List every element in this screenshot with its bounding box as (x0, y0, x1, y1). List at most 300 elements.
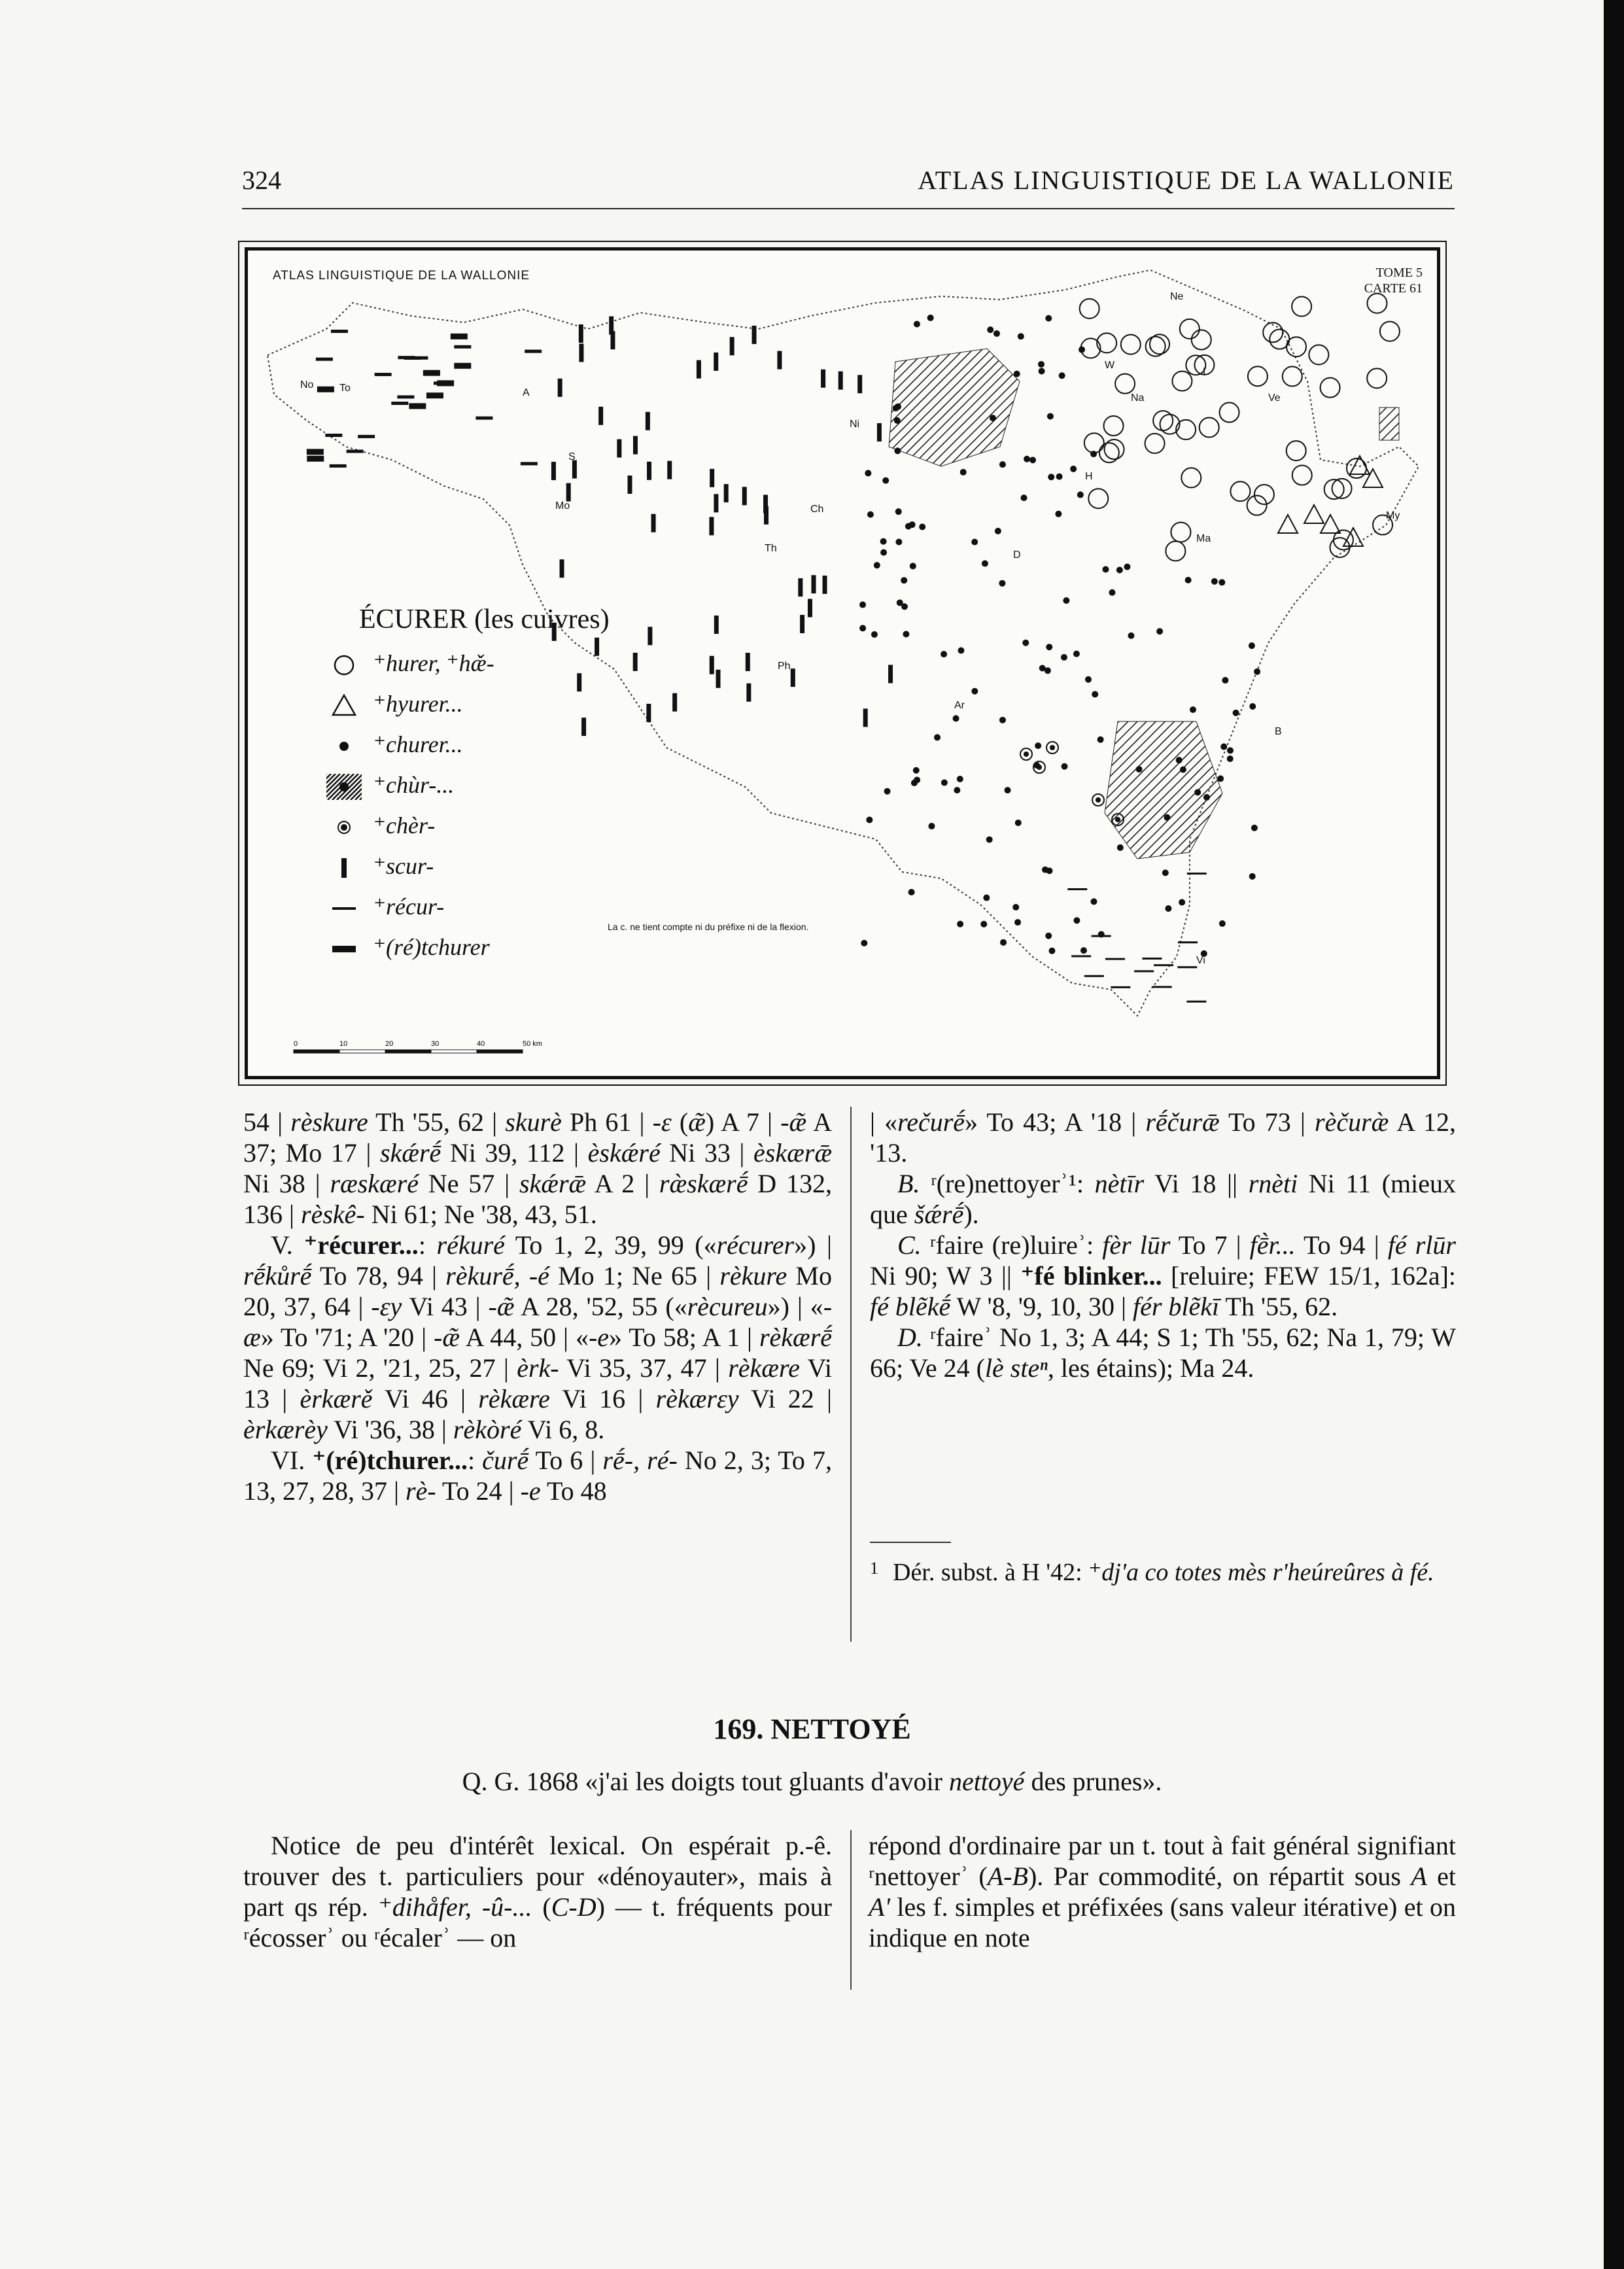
bar-marker (857, 375, 862, 393)
dash-marker (437, 380, 454, 386)
dot-marker (1035, 742, 1041, 749)
dash-marker (1186, 1001, 1206, 1003)
dot-marker (897, 599, 903, 606)
dash-marker (1178, 941, 1198, 943)
dot-marker (1218, 579, 1225, 585)
place-label: S (568, 451, 576, 462)
legend-label: ⁺hurer, ⁺hæ̌- (373, 650, 494, 676)
dash-marker (423, 370, 440, 376)
circle-marker (1367, 294, 1387, 313)
page-header (242, 165, 1455, 204)
bar-marker (838, 372, 843, 390)
bar-marker (581, 718, 586, 736)
dot-marker (884, 788, 891, 795)
dot-marker (1061, 654, 1067, 661)
legend-label: ⁺récur- (373, 893, 445, 920)
triangle-marker (1278, 515, 1298, 533)
place-label: A (523, 387, 530, 398)
dot-marker (983, 895, 990, 901)
circle-marker (1088, 489, 1108, 508)
dash-marker (316, 358, 333, 361)
scan-edge-shadow (1604, 0, 1624, 2269)
footnote-rule (870, 1542, 951, 1543)
paragraph: V. ⁺récurer...: rékuré To 1, 2, 39, 99 («récurer») | rḗkůrḗ To 78, 94 | rèkurḗ, -é Mo 1; Ne 65 | rèkure Mo 20, 37, 64 | -ɛy Vi 43 | -æ̃ A 28, '52, 55 («rècureu») | «-æ» To '71; A '20 | -æ̃ A 44, 50 | «-e» To 58; A 1 | rèkærḗ Ne 69; Vi 2, '21, 25, 27 | èrk- Vi 35, 37, 47 | rèkære Vi 13 | èrkærě Vi 46 | rèkære Vi 16 | rèkærɛy Vi 22 | èrkærèy Vi '36, 38 | rèkòré Vi 6, 8. (243, 1230, 833, 1444)
dot-marker (1080, 947, 1087, 954)
place-label: Ne (1170, 291, 1184, 302)
dot-marker (1249, 873, 1256, 880)
bar-marker (710, 469, 714, 487)
circle-marker (1247, 496, 1267, 515)
dot-marker (982, 561, 988, 567)
dot-marker (1162, 869, 1169, 876)
dot-marker (1038, 361, 1045, 368)
paragraph: B. ʳ(re)nettoyerʾ¹: nètīr Vi 18 || rnèti Ni 11 (mieux que šǽrḗ). (870, 1169, 1457, 1229)
paragraph: VI. ⁺(ré)tchurer...: čurḗ To 6 | rḗ-, ré- No 2, 3; To 7, 13, 27, 28, 37 | rè- To 24 | -e To 48 (243, 1446, 832, 1506)
dot-marker (1045, 315, 1052, 322)
bar-marker (646, 704, 651, 722)
dot-marker (1012, 904, 1019, 910)
dot-marker (871, 631, 878, 638)
dash-marker (330, 464, 347, 468)
dot-marker (1059, 372, 1065, 379)
dot-marker (1164, 814, 1170, 821)
dot-marker (1015, 820, 1022, 826)
legend-label: ⁺hyurer... (373, 691, 463, 717)
circle-marker (1309, 345, 1328, 364)
circle-marker (1121, 335, 1141, 355)
legend-label: ⁺churer... (373, 731, 463, 757)
dot-marker (1077, 491, 1084, 498)
dash-marker (325, 434, 342, 437)
circle-marker (1176, 420, 1196, 440)
dot-marker (1219, 920, 1226, 927)
ringdot-marker (1050, 745, 1055, 750)
bar-marker (646, 412, 650, 430)
place-label: Th (765, 543, 777, 554)
dot-marker (1176, 757, 1183, 763)
bar-marker (764, 506, 769, 525)
dot-marker (1128, 632, 1134, 639)
map-title: ATLAS LINGUISTIQUE DE LA WALLONIE (273, 269, 530, 283)
ringdot-marker (1096, 797, 1101, 803)
dash-marker (1177, 966, 1197, 968)
bar-marker (560, 559, 564, 578)
dash-marker (317, 387, 334, 392)
dot-marker (1185, 577, 1192, 583)
dot-marker (987, 326, 993, 333)
bar-marker (595, 638, 599, 656)
dash-marker (454, 363, 471, 369)
paragraph: | «rečurḗ» To 43; A '18 | rḗčurǣ To 73 | rèčuræ̀ A 12, '13. (870, 1107, 1456, 1168)
scale-label: 30 (431, 1040, 440, 1048)
dot-marker (1180, 767, 1186, 773)
place-label: My (1386, 510, 1400, 521)
header-rule (242, 208, 1455, 209)
map-note: La c. ne tient compte ni du préfixe ni de la flexion. (608, 922, 809, 932)
dot-marker (927, 315, 934, 321)
dot-marker (1085, 676, 1092, 683)
dot-marker (1227, 755, 1234, 762)
bar-marker (716, 670, 721, 688)
bar-marker (558, 379, 562, 397)
dash-marker (1071, 955, 1091, 957)
dot-marker (859, 602, 866, 608)
section-question: Q. G. 1868 «j'ai les doigts tout gluants d'avoir nettoyé des prunes». (462, 1767, 1162, 1796)
dash-marker (451, 334, 468, 339)
bar-marker (572, 460, 577, 479)
bar-marker (823, 576, 827, 594)
dot-marker (999, 461, 1006, 468)
circle-marker (1380, 322, 1400, 341)
vbar-icon (326, 855, 362, 881)
dot-marker (999, 717, 1006, 723)
dot-marker (1046, 644, 1052, 650)
bar-marker (777, 351, 782, 370)
thick-dash-icon (326, 936, 362, 962)
dot-marker (1124, 564, 1130, 570)
dot-marker (1254, 668, 1260, 675)
scale-label: 40 (477, 1040, 485, 1048)
map-tome-label (1364, 265, 1423, 296)
circle-marker (1099, 443, 1119, 462)
bar-marker (627, 476, 632, 494)
circle-marker (1292, 466, 1312, 485)
scale-segment (431, 1050, 477, 1053)
dot-marker (865, 470, 871, 476)
dot-marker (1045, 933, 1052, 939)
page-number: 324 (242, 165, 281, 195)
place-label: Na (1131, 392, 1145, 404)
dot-marker (1249, 703, 1256, 710)
scale-label: 50 km (523, 1040, 542, 1048)
dot-marker (953, 715, 959, 721)
dash-marker (525, 350, 542, 353)
dot-marker (1117, 844, 1124, 851)
linguistic-map (245, 247, 1440, 1079)
legend-label: ⁺scur- (373, 853, 434, 879)
bar-marker (791, 668, 795, 687)
circle-marker (1104, 416, 1124, 436)
dot-marker (1220, 744, 1227, 750)
dash-marker (307, 456, 324, 462)
dash-marker (1187, 873, 1207, 875)
bar-marker (577, 673, 581, 691)
dot-marker (880, 538, 887, 545)
place-label: H (1085, 471, 1093, 482)
hatch-area-east (1379, 407, 1399, 440)
dot-marker (993, 330, 1000, 337)
dot-marker (941, 651, 947, 657)
dot-marker (1222, 677, 1228, 684)
circle-marker (1181, 468, 1201, 487)
carte-number: CARTE 61 (1364, 281, 1423, 296)
dot-marker (903, 631, 909, 637)
dot-marker (934, 734, 941, 740)
dash-marker (404, 356, 421, 360)
dot-marker (1217, 775, 1224, 782)
dot-marker (999, 580, 1005, 587)
dot-marker (1203, 794, 1210, 801)
bar-marker (551, 462, 556, 480)
scale-label: 0 (294, 1040, 298, 1048)
dot-marker (1190, 706, 1196, 713)
dot-marker (1063, 597, 1069, 604)
dot-marker (960, 469, 967, 476)
dot-marker (1156, 628, 1163, 634)
place-label: D (1013, 549, 1021, 561)
dot-marker (910, 563, 916, 569)
dot-marker (1211, 578, 1218, 585)
bar-marker (566, 483, 571, 502)
dot-marker (1014, 371, 1020, 377)
ringdot-marker (1024, 752, 1029, 757)
ringdot-icon (326, 814, 362, 840)
dot-marker (914, 776, 920, 783)
dot-marker (905, 523, 912, 530)
dot-marker (1073, 917, 1080, 924)
hatch-area-south (1105, 721, 1222, 859)
place-label: Ni (850, 419, 860, 430)
dot-marker (1227, 747, 1234, 753)
dash-marker (1092, 935, 1111, 937)
scale-segment (477, 1050, 523, 1053)
ringdot-marker (1115, 817, 1120, 822)
bar-marker (730, 337, 734, 355)
dot-marker (901, 577, 907, 583)
dash-marker (397, 395, 414, 398)
scale-segment (339, 1050, 385, 1053)
dot-marker (986, 837, 993, 843)
dash-marker (1134, 970, 1154, 972)
dash-marker (1111, 986, 1130, 988)
circle-marker (1321, 378, 1340, 398)
dash-marker (1142, 958, 1162, 960)
dot-marker (1039, 368, 1045, 374)
hatch-area-north (889, 349, 1020, 466)
dot-marker (1136, 766, 1143, 772)
dot-marker (1165, 905, 1171, 912)
triangle-icon (326, 693, 362, 719)
circle-marker (1080, 299, 1099, 319)
bar-marker (746, 653, 750, 671)
bar-marker (798, 578, 803, 597)
circle-marker (1367, 368, 1387, 388)
notice-right-column (869, 1830, 1456, 1953)
scale-label: 20 (385, 1040, 394, 1048)
legend-label: ⁺(ré)tchurer (373, 934, 490, 960)
bar-marker (877, 423, 882, 442)
bar-marker (710, 656, 714, 674)
bar-marker (579, 343, 583, 362)
dash-marker (391, 402, 408, 405)
ringdot-marker (1037, 765, 1042, 770)
legend-title: ÉCURER (les cuivres) (359, 604, 610, 634)
circle-marker (1283, 366, 1302, 386)
bar-marker (811, 575, 816, 593)
dash-marker (475, 417, 492, 420)
dot-marker (1018, 333, 1024, 339)
dot-marker (941, 780, 948, 786)
bar-marker (633, 436, 638, 455)
legend-label: ⁺chùr-... (373, 772, 455, 798)
dash-marker (331, 330, 348, 333)
dot-marker (1014, 919, 1021, 926)
bar-marker (579, 324, 583, 343)
dash-marker (454, 345, 471, 349)
dot-marker (957, 776, 963, 782)
dot-marker (894, 447, 901, 454)
dot-marker (928, 823, 935, 829)
dot-marker (1233, 710, 1239, 716)
dot-marker (954, 787, 960, 793)
bar-marker (617, 440, 621, 458)
dot-marker (1097, 736, 1104, 743)
dot-marker (1046, 867, 1052, 874)
dash-marker (1067, 888, 1087, 890)
dash-marker (1084, 975, 1104, 977)
scale-label: 10 (339, 1040, 348, 1048)
dot-marker (894, 417, 901, 424)
bar-marker (672, 693, 677, 712)
bar-marker (647, 462, 651, 480)
dot-marker (980, 921, 987, 927)
dot-marker (957, 921, 963, 927)
dot-marker (1048, 474, 1054, 480)
place-label: Ch (810, 504, 824, 515)
dot-marker (1251, 825, 1258, 831)
paragraph: C. ʳfaire (re)luireʾ: fèr lūr To 7 | fḕr... To 94 | fé rlūr Ni 90; W 3 || ⁺fé blinker... [reluire; FEW 15/1, 162a]: fé blẽkḗ W '8, '9, 10, 30 | fér blẽkī Th '55, 62. (870, 1230, 1457, 1321)
circle-marker (1248, 366, 1268, 386)
dot-marker (1073, 651, 1080, 657)
dash-marker (347, 450, 364, 453)
circle-marker (1084, 433, 1104, 453)
paragraph: répond d'ordinaire par un t. tout à fait général signifiant ʳnettoyerʾ (A-B). Par commodité, on répartit sous A et A' les f. simples et préfixées (sans valeur itérative) et on indique en note (869, 1831, 1456, 1952)
dot-marker (1103, 566, 1109, 572)
dot-marker (1062, 763, 1068, 770)
scale-bar-drawing (287, 1039, 562, 1059)
circle-marker (1292, 297, 1311, 317)
footnote-text: Dér. subst. à H '42: ⁺dj'a co totes mès r'heúreûres à fé. (893, 1559, 1434, 1586)
dot-marker (1090, 898, 1097, 905)
dot-marker (1194, 789, 1201, 795)
dot-marker (908, 889, 915, 895)
dot-marker (1000, 939, 1007, 946)
footnote (870, 1557, 1456, 1591)
bar-marker (888, 665, 893, 683)
dot-icon (326, 733, 362, 759)
running-title: ATLAS LINGUISTIQUE DE LA WALLONIE (918, 165, 1455, 195)
footnote-number: 1 (870, 1559, 878, 1578)
column-rule-bottom (850, 1830, 852, 1990)
bar-marker (714, 615, 719, 634)
dot-marker (971, 688, 978, 695)
thin-dash-icon (326, 895, 362, 922)
dash-marker (307, 449, 324, 455)
bar-marker (821, 370, 825, 388)
dot-marker (919, 524, 925, 530)
map-symbols (307, 294, 1400, 1003)
bar-marker (598, 407, 603, 425)
dot-marker (995, 528, 1001, 534)
bar-marker (648, 627, 652, 645)
bar-marker (742, 487, 747, 505)
dot-marker (1024, 456, 1030, 462)
dot-marker (895, 508, 902, 515)
column-rule (850, 1107, 852, 1642)
dot-marker (874, 562, 880, 568)
dot-marker (1029, 457, 1036, 463)
bar-marker (746, 684, 751, 702)
dot-marker (1092, 691, 1098, 697)
notice-left-column (243, 1830, 832, 1953)
circle-marker (1172, 372, 1192, 391)
dot-marker (1022, 640, 1029, 646)
dot-marker (880, 549, 887, 556)
bar-marker (651, 514, 656, 532)
place-label: B (1275, 726, 1282, 737)
dot-marker (893, 405, 899, 411)
place-label: Ma (1196, 533, 1211, 544)
dot-marker (866, 816, 872, 823)
dot-marker (1179, 899, 1185, 905)
section-title: 169. NETTOYÉ (713, 1713, 911, 1745)
dot-marker (1109, 589, 1115, 596)
circle-marker (1230, 481, 1250, 501)
bar-marker (714, 353, 718, 371)
hatch-icon (326, 774, 362, 800)
dash-marker (409, 403, 426, 409)
place-label: L (1203, 366, 1209, 377)
dot-marker (914, 320, 920, 327)
dot-marker (958, 647, 964, 653)
circle-marker (1254, 485, 1274, 504)
dash-marker (375, 373, 392, 376)
scale-segment (385, 1050, 431, 1053)
dot-marker (1055, 511, 1062, 517)
bar-marker (863, 708, 868, 727)
triangle-marker (1304, 505, 1324, 523)
place-label: Vi (1196, 955, 1205, 966)
dot-marker (867, 511, 874, 518)
bar-marker (714, 494, 718, 512)
dot-marker (1039, 665, 1046, 672)
circle-marker (1166, 541, 1185, 561)
circle-marker (1200, 417, 1219, 437)
dot-marker (971, 539, 978, 546)
bar-marker (752, 326, 757, 344)
bar-marker (800, 615, 804, 633)
place-label: Ar (954, 700, 965, 711)
dot-marker (895, 539, 902, 546)
dot-marker (882, 477, 889, 484)
dash-marker (1152, 986, 1172, 988)
dash-marker (426, 392, 443, 398)
commentary-right-column (870, 1107, 1456, 1383)
circle-marker (1145, 434, 1165, 453)
circle-marker (1115, 374, 1135, 394)
bar-marker (633, 653, 638, 671)
dot-marker (1116, 566, 1123, 573)
dash-marker (1105, 958, 1125, 960)
dot-marker (861, 940, 867, 946)
dot-marker (1048, 948, 1055, 954)
bar-marker (697, 360, 701, 379)
dash-marker (1154, 964, 1173, 966)
dash-marker (358, 435, 375, 438)
circle-marker (1192, 330, 1211, 350)
bar-marker (808, 599, 812, 617)
dot-marker (1005, 787, 1011, 793)
